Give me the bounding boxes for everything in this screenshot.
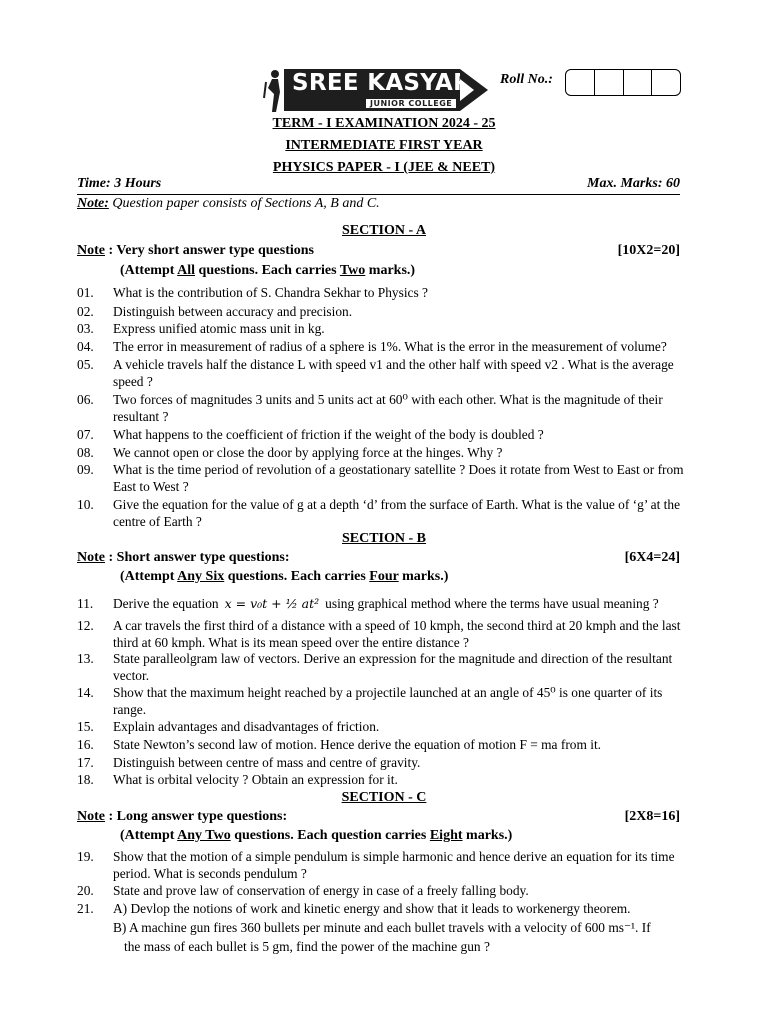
roll-digit-box[interactable] [652,70,680,95]
section-b-title: SECTION - B [341,531,427,546]
exam-title: TERM - I EXAMINATION 2024 - 25 [272,116,496,131]
section-b-marks: [6X4=24] [624,550,680,565]
divider [77,194,680,195]
section-b-instructions: (Attempt Any Six questions. Each carries Four marks.) [120,569,449,584]
question-subpart-b-cont: the mass of each bullet is 5 gm, find the power of the machine gun ? [124,939,490,954]
note-label: Note: [77,196,109,211]
logo-subtext: JUNIOR COLLEGE [366,99,456,108]
section-a-marks: [10X2=20] [617,243,680,258]
paper-note [77,196,380,212]
roll-digit-box[interactable] [595,70,624,95]
roll-number-boxes[interactable] [565,69,681,96]
section-a-instructions: (Attempt All questions. Each carries Two marks.) [120,263,416,278]
logo-text: SREE KASYAP [292,70,471,96]
section-c-title: SECTION - C [341,790,427,805]
year-title: INTERMEDIATE FIRST YEAR [285,138,483,153]
section-a-title: SECTION - A [341,223,427,238]
roll-number-label: Roll No.: [500,72,553,87]
section-c-marks: [2X8=16] [624,809,680,824]
max-marks-label: Max. Marks: 60 [587,176,680,191]
sage-figure-icon [262,68,286,114]
section-c-instructions: (Attempt Any Two questions. Each question carries Eight marks.) [120,828,513,843]
section-c-note: Note : Long answer type questions: [2X8=16] [77,809,680,824]
time-label: Time: 3 Hours [77,176,162,191]
section-a-note: Note : Very short answer type questions [10X2=20] [77,243,680,258]
roll-digit-box[interactable] [566,70,595,95]
college-logo [262,66,494,114]
roll-digit-box[interactable] [624,70,653,95]
question-subpart-b: B) A machine gun fires 360 bullets per minute and each bullet travels with a velocity of 600 ms⁻¹. If [113,920,651,935]
exam-paper: SREE KASYAP JUNIOR COLLEGE Roll No.: TERM - I EXAMINATION 2024 - 25 INTERMEDIATE FIRST YEAR PHYSICS PAPER - I (JEE & NEET) Time: 3 Hours Max. Marks: 60 Note: Question paper consists of Sections A, B and C. SECTION - A Note : Very short answer type questions [10X2=20] (Attempt All questions. Each carries Two marks.) 01. What is the contribution of S. Chandra Sekhar to Physics ? 02. Distinguish between accuracy and precision. 03. Express unified atomic mass unit in kg. 04. The error in measurement of radius of a sphere is 1%. What is the error in the measurement of volume? 05. A vehicle travels half the distance L with speed v1 and the other half with speed v2 . What is the average speed ? 06. Two forces of magnitudes 3 units and 5 units act at 60⁰ with each other. What is the magnitude of their resultant ? 07. What happens to the coefficient of friction if the weight of the body is doubled ? 08. We cannot open or close the door by applying force at the hinges. Why ? 09. What is the time period of revolution of a geostationary satellite ? Does it rotate from West to East or from East to West ? 10. Give the equation for the value of g at a depth ‘d’ from the surface of Earth. What is the value of ‘g’ at the centre of Earth ? SECTION - B Note : Short answer type questions: [6X4=24] (Attempt Any Six questions. Each carries Four marks.) 11. Derive the equation x = v₀t + ½ at² using graphical method where the terms have usual meaning ? 12. A car travels the first third of a distance with a speed of 10 kmph, the second third at 20 kmph and the last third at 60 kmph. What is its mean speed over the entire distance ? 13. State paralleolgram law of vectors. Derive an expression for the magnitude and direction of the resultant vector. 14. Show that the maximum height reached by a projectile launched at an angle of 45⁰ is one quarter of its range. 15. Explain advantages and disadvantages of friction. 16. State Newton’s second law of motion. Hence derive the equation of motion F = ma from it. 17. Distinguish between centre of mass and centre of gravity. 18. What is orbital velocity ? Obtain an expression for it. SECTION - C Note : Long answer type questions: [2X8=16] (Attempt Any Two questions. Each question carries Eight marks.) 19. Show that the motion of a simple pendulum is simple harmonic and hence derive an equation for its time period. What is seconds pendulum ? 20. State and prove law of conservation of energy in case of a freely falling body. 21. A) Devlop the notions of work and kinetic energy and show that it leads to workenergy theorem. B) A machine gun fires 360 bullets per minute and each bullet travels with a velocity of 600 ms⁻¹. If the mass of each bullet is 5 gm, find the power of the machine gun ? [0,0,768,1024]
paper-title: PHYSICS PAPER - I (JEE & NEET) [272,160,496,175]
section-b-note: Note : Short answer type questions: [6X4=24] [77,550,680,565]
kinematics-formula: x = v₀t + ½ at² [224,596,320,611]
meta-row [77,176,680,192]
note-text: Question paper consists of Sections A, B and C. [108,196,380,211]
